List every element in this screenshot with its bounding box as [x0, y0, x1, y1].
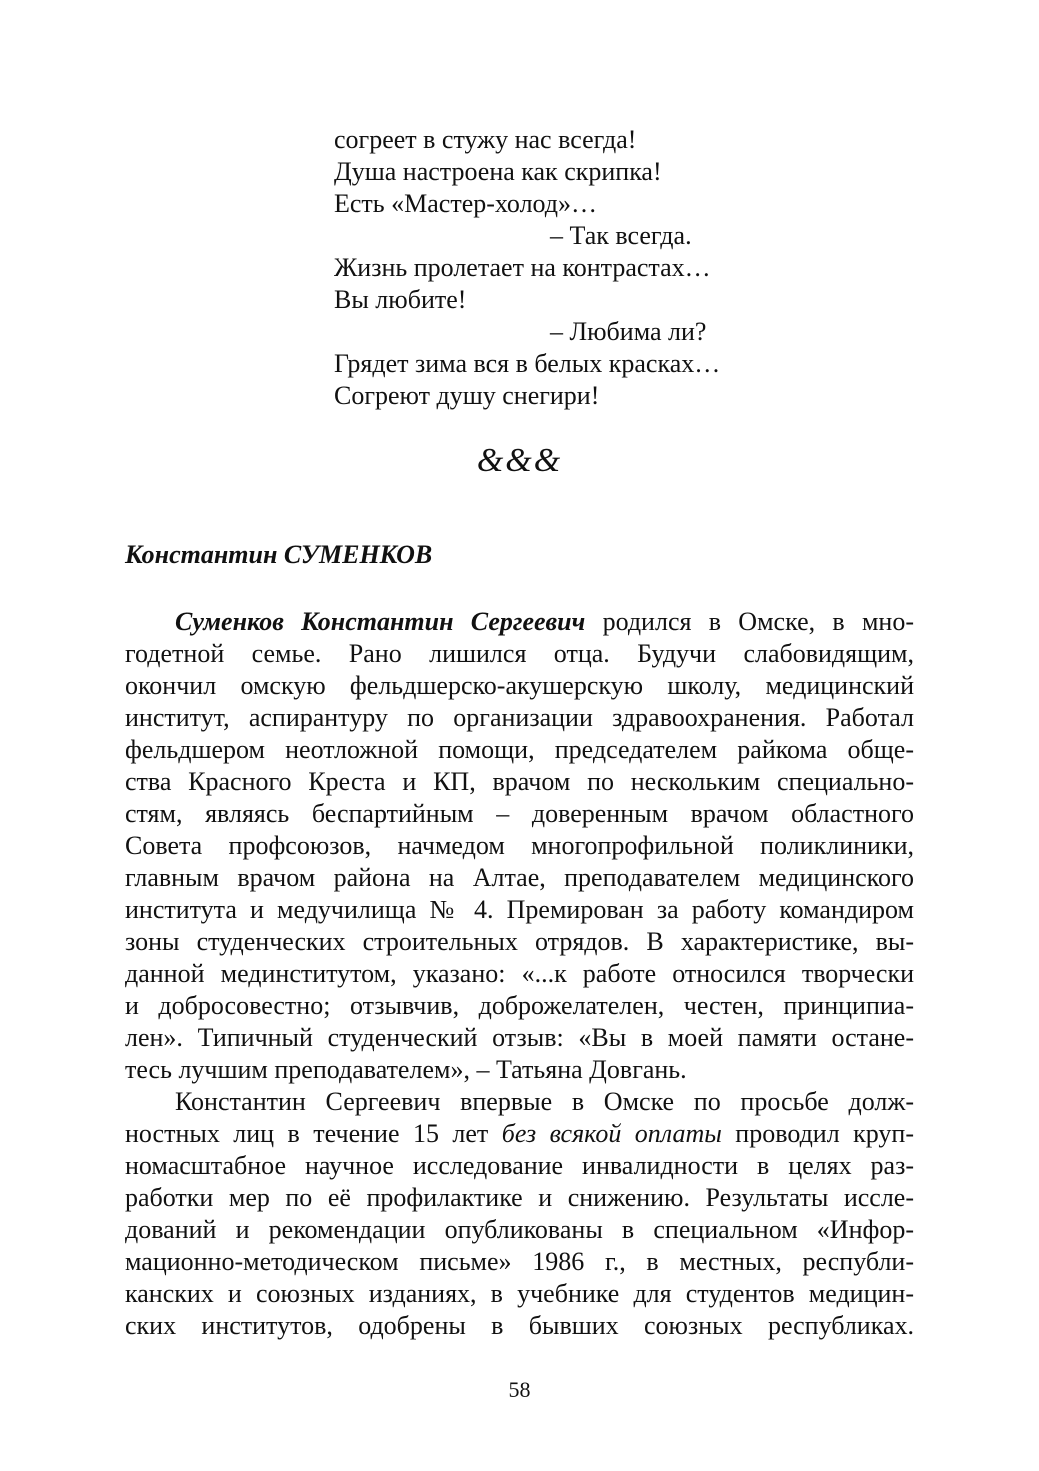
poem-line: Душа настроена как скрипка!	[334, 157, 662, 186]
poem-block	[334, 124, 854, 412]
page-number: 58	[508, 1377, 531, 1402]
author-heading: Константин СУМЕНКОВ	[125, 540, 433, 569]
text-line: зоны студенческих строительных отрядов. В характеристике, вы-	[125, 927, 914, 956]
text-line: ских институтов, одобрены в бывших союзных республиках.	[125, 1311, 914, 1340]
text-line	[125, 606, 914, 638]
text-fragment: ностных лиц в течение 15 лет	[125, 1119, 502, 1148]
author-full-name: Суменков Константин Сергеевич	[175, 607, 586, 636]
poem-line: Жизнь пролетает на контрастах…	[334, 253, 711, 282]
text-line: главным врачом района на Алтае, преподавателем медицинского	[125, 863, 914, 892]
text-line: дований и рекомендации опубликованы в специальном «Инфор-	[125, 1215, 914, 1244]
text-line: окончил омскую фельдшерско-акушерскую школу, медицинский	[125, 671, 914, 700]
paragraph-1	[125, 606, 914, 1086]
poem-line: – Так всегда.	[550, 221, 692, 250]
text-line: и добросовестно; отзывчив, доброжелателен, честен, принципиа-	[125, 991, 914, 1020]
poem-line: Согреют душу снегири!	[334, 381, 600, 410]
emphasis-text: без всякой оплаты	[501, 1119, 722, 1148]
text-line: канских и союзных изданиях, в учебнике для студентов медицин-	[125, 1279, 914, 1308]
poem-line: Есть «Мастер-холод»…	[334, 189, 598, 218]
paragraph-2	[125, 1086, 914, 1342]
text-line: стям, являясь беспартийным – доверенным врачом областного	[125, 799, 914, 828]
poem-line: Вы любите!	[334, 285, 467, 314]
text-fragment: проводил круп-	[721, 1119, 915, 1148]
poem-line: Грядет зима вся в белых красках…	[334, 349, 721, 378]
biography-text	[125, 606, 914, 1342]
text-line: работки мер по её профилактике и снижению. Результаты иссле-	[125, 1183, 914, 1212]
text-line: института и медучилища № 4. Премирован за работу командиром	[125, 895, 914, 924]
text-line: ства Красного Креста и КП, врачом по нескольким специально-	[125, 767, 914, 796]
poem-line: согреет в стужу нас всегда!	[334, 125, 637, 154]
text-line	[125, 1118, 914, 1150]
text-line: данной мединститутом, указано: «...к работе относился творчески	[125, 959, 914, 988]
poem-line: – Любима ли?	[550, 317, 707, 346]
text-line: лен». Типичный студенческий отзыв: «Вы в моей памяти остане-	[125, 1023, 914, 1052]
text-line: мационно-методическом письме» 1986 г., в местных, республи-	[125, 1247, 914, 1276]
text-line: номасштабное научное исследование инвалидности в целях раз-	[125, 1151, 914, 1180]
text-line: фельдшером неотложной помощи, председателем райкома обще-	[125, 735, 914, 764]
text-line: Константин Сергеевич впервые в Омске по просьбе долж-	[175, 1087, 914, 1116]
text-fragment: родился в Омске, в мно-	[585, 607, 914, 636]
text-line: Совета профсоюзов, начмедом многопрофильной поликлиники,	[125, 831, 914, 860]
text-line: годетной семье. Рано лишился отца. Будучи слабовидящим,	[125, 639, 914, 668]
text-line: институт, аспирантуру по организации здравоохранения. Работал	[125, 703, 914, 732]
section-divider-ornament: &&&	[476, 442, 563, 479]
text-line: тесь лучшим преподавателем», – Татьяна Довгань.	[125, 1055, 687, 1084]
